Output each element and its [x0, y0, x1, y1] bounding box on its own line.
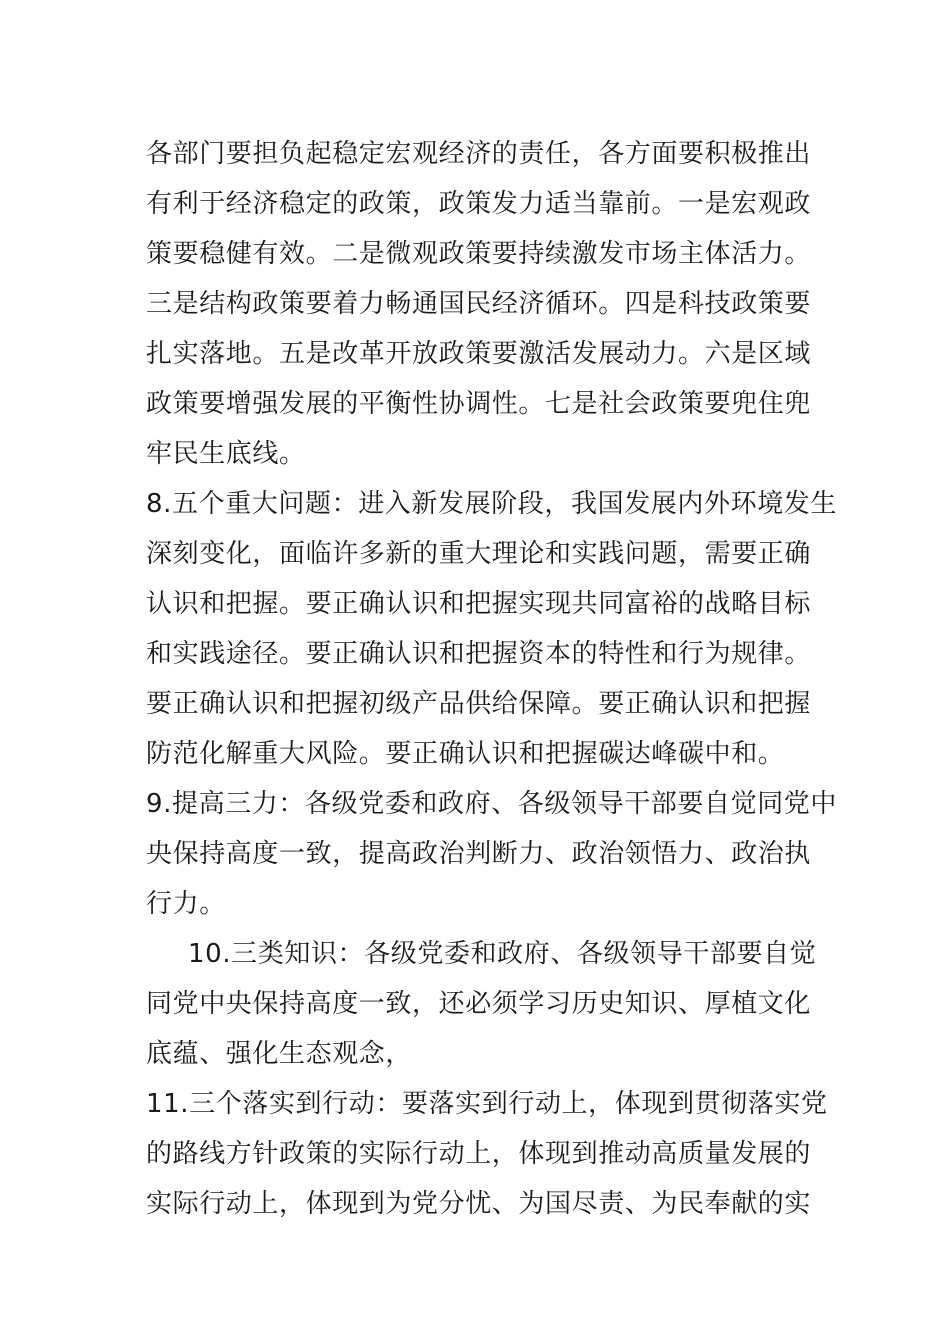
- text-line: 政策要增强发展的平衡性协调性。七是社会政策要兜住兜: [146, 389, 812, 419]
- text-line: 行力。: [146, 889, 226, 919]
- text-line: 央保持高度一致，提高政治判断力、政治领悟力、政治执: [146, 839, 812, 869]
- text-line: 有利于经济稳定的政策，政策发力适当靠前。一是宏观政: [146, 189, 812, 219]
- text-line: 实际行动上，体现到为党分忧、为国尽责、为民奉献的实: [146, 1189, 812, 1219]
- text-line: 扎实落地。五是改革开放政策要激活发展动力。六是区域: [146, 339, 812, 369]
- section-heading-line: 11.三个落实到行动：要落实到行动上，体现到贯彻落实党: [146, 1089, 828, 1119]
- text-line: 防范化解重大风险。要正确认识和把握碳达峰碳中和。: [146, 739, 785, 769]
- text-line: 底蕴、强化生态观念，: [146, 1039, 413, 1069]
- section-heading-line: 10.三类知识：各级党委和政府、各级领导干部要自觉: [188, 939, 817, 969]
- section-heading-line: 8.五个重大问题：进入新发展阶段，我国发展内外环境发生: [146, 489, 838, 519]
- text-line: 三是结构政策要着力畅通国民经济循环。四是科技政策要: [146, 289, 812, 319]
- text-line: 同党中央保持高度一致，还必须学习历史知识、厚植文化: [146, 989, 812, 1019]
- section-heading-line: 9.提高三力：各级党委和政府、各级领导干部要自觉同党中: [146, 789, 838, 819]
- text-line: 深刻变化，面临许多新的重大理论和实践问题，需要正确: [146, 539, 812, 569]
- text-line: 牢民生底线。: [146, 439, 306, 469]
- text-line: 和实践途径。要正确认识和把握资本的特性和行为规律。: [146, 639, 812, 669]
- text-line: 策要稳健有效。二是微观政策要持续激发市场主体活力。: [146, 239, 812, 269]
- text-line: 要正确认识和把握初级产品供给保障。要正确认识和把握: [146, 689, 812, 719]
- text-line: 各部门要担负起稳定宏观经济的责任，各方面要积极推出: [146, 139, 812, 169]
- text-line: 的路线方针政策的实际行动上，体现到推动高质量发展的: [146, 1139, 812, 1169]
- text-line: 认识和把握。要正确认识和把握实现共同富裕的战略目标: [146, 589, 812, 619]
